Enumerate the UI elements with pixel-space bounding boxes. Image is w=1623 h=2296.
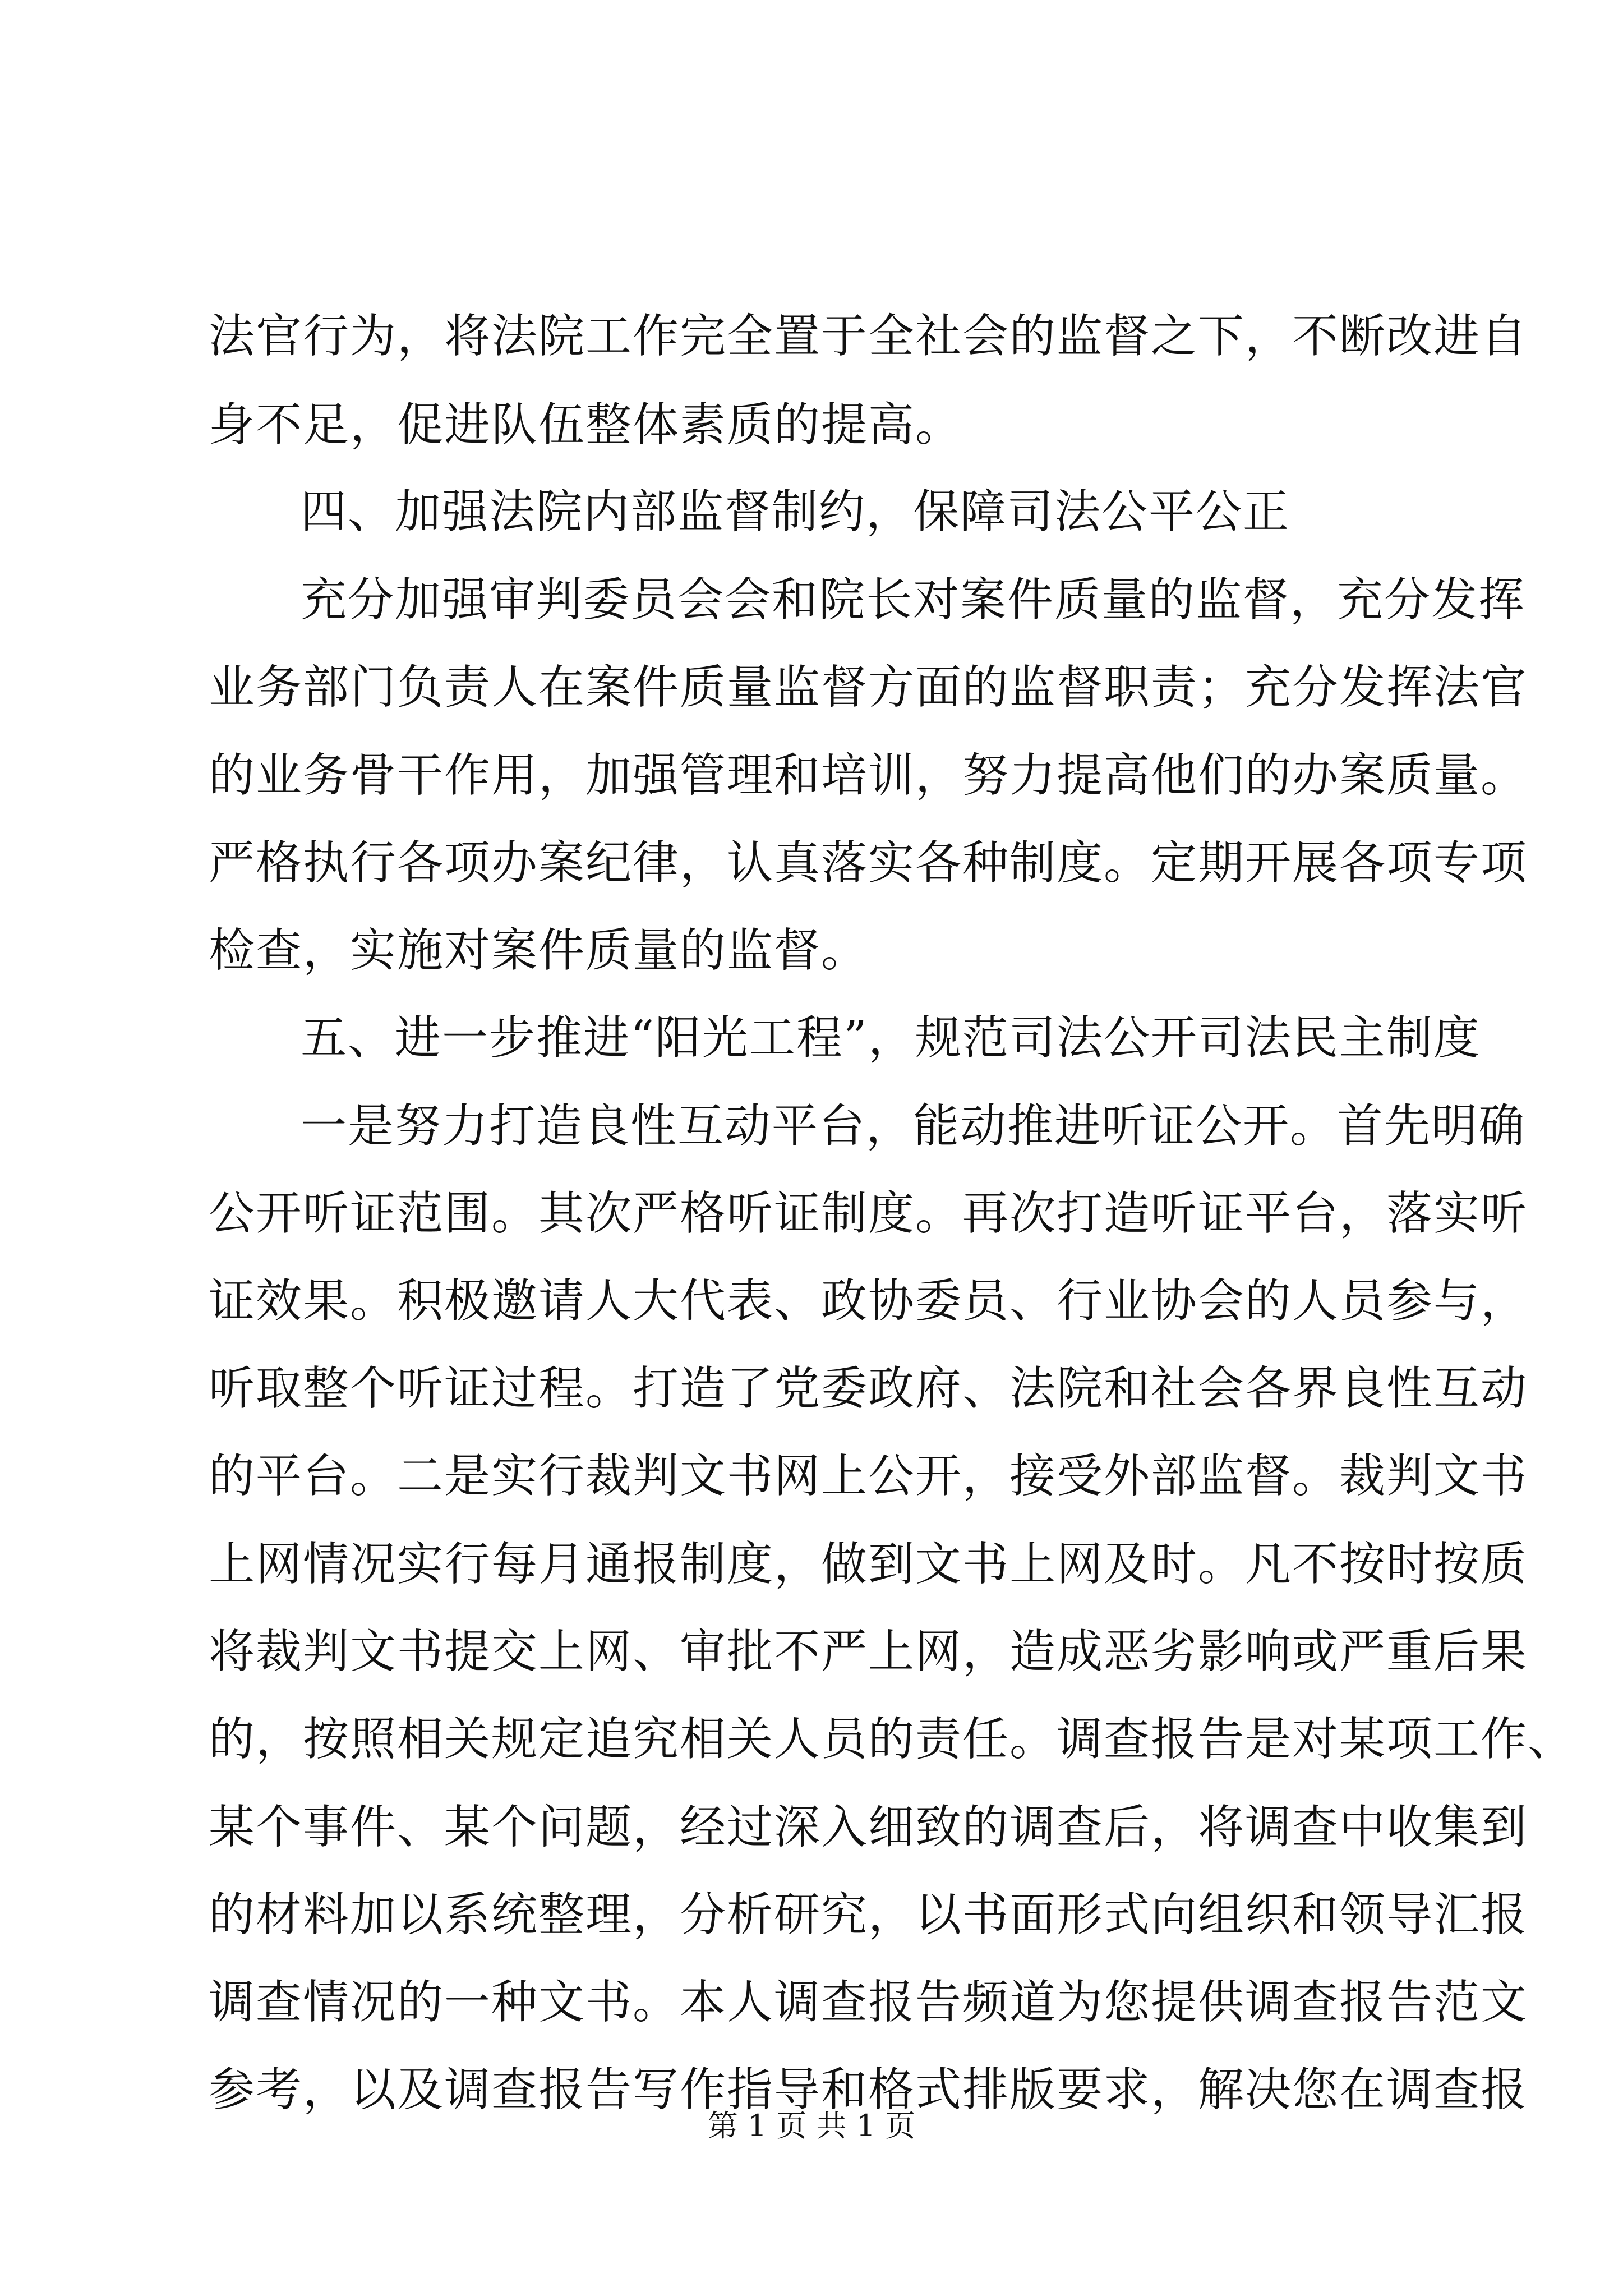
text-line: 参考，以及调查报告写作指导和格式排版要求，解决您在调查报	[209, 2063, 1528, 2116]
text-line: 的，按照相关规定追究相关人员的责任。调查报告是对某项工作、	[209, 1713, 1575, 1766]
text-line: 调查情况的一种文书。本人调查报告频道为您提供调查报告范文	[209, 1976, 1528, 2029]
text-line: 的平台。二是实行裁判文书网上公开，接受外部监督。裁判文书	[209, 1450, 1528, 1503]
text-line: 严格执行各项办案纪律，认真落实各种制度。定期开展各项专项	[209, 836, 1528, 890]
text-line: 的业务骨干作用，加强管理和培训，努力提高他们的办案质量。	[209, 749, 1528, 802]
text-line: 公开听证范围。其次严格听证制度。再次打造听证平台，落实听	[209, 1187, 1528, 1240]
page-footer: 第 1 页 共 1 页	[707, 2108, 916, 2143]
section-heading: 四、加强法院内部监督制约，保障司法公平公正	[301, 485, 1290, 539]
text-line: 某个事件、某个问题，经过深入细致的调查后，将调查中收集到	[209, 1801, 1528, 1854]
section-heading: 五、进一步推进“阳光工程”，规范司法公开司法民主制度	[301, 1011, 1481, 1065]
text-line: 法官行为，将法院工作完全置于全社会的监督之下，不断改进自	[209, 310, 1528, 363]
text-line: 一是努力打造良性互动平台，能动推进听证公开。首先明确	[301, 1099, 1526, 1153]
text-line: 上网情况实行每月通报制度，做到文书上网及时。凡不按时按质	[209, 1538, 1528, 1591]
text-line: 业务部门负责人在案件质量监督方面的监督职责；充分发挥法官	[209, 661, 1528, 714]
text-line: 的材料加以系统整理，分析研究，以书面形式向组织和领导汇报	[209, 1888, 1528, 1941]
text-line: 充分加强审判委员会会和院长对案件质量的监督，充分发挥	[301, 573, 1526, 627]
text-line: 证效果。积极邀请人大代表、政协委员、行业协会的人员参与，	[209, 1274, 1528, 1328]
text-line: 听取整个听证过程。打造了党委政府、法院和社会各界良性互动	[209, 1362, 1528, 1415]
text-line: 检查，实施对案件质量的监督。	[209, 924, 869, 977]
text-line: 将裁判文书提交上网、审批不严上网，造成恶劣影响或严重后果	[209, 1625, 1528, 1678]
text-line: 身不足，促进队伍整体素质的提高。	[209, 398, 963, 452]
